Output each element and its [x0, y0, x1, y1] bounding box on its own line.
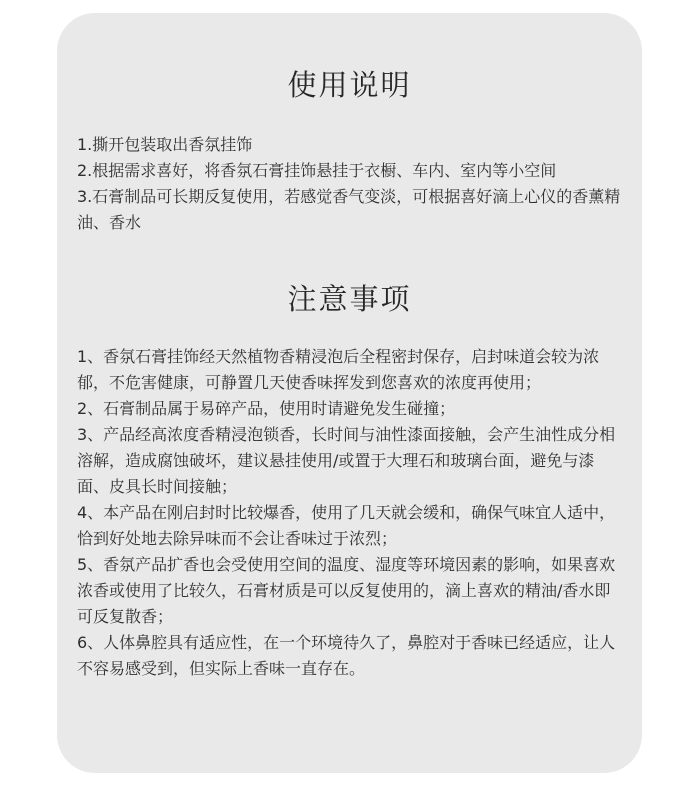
notes-item-2: 2、石膏制品属于易碎产品，使用时请避免发生碰撞； [77, 399, 456, 418]
notes-item-3: 3、产品经高浓度香精浸泡锁香，长时间与油性漆面接触，会产生油性成分相溶解，造成腐蚀破坏，建议悬挂使用/或置于大理石和玻璃台面，避免与漆面、皮具长时间接触； [77, 425, 616, 496]
instructions-card [57, 13, 642, 773]
notes-list [77, 344, 624, 682]
notes-item-5: 5、香氛产品扩香也会受使用空间的温度、湿度等环境因素的影响，如果喜欢浓香或使用了比较久，石膏材质是可以反复使用的，滴上喜欢的精油/香水即可反复散香； [77, 555, 616, 626]
notes-item-6: 6、人体鼻腔具有适应性，在一个环境待久了，鼻腔对于香味已经适应，让人不容易感受到，但实际上香味一直存在。 [77, 633, 616, 678]
usage-title: 使用说明 [287, 68, 412, 102]
notes-item-1: 1、香氛石膏挂饰经天然植物香精浸泡后全程密封保存，启封味道会较为浓郁，不危害健康，可静置几天使香味挥发到您喜欢的浓度再使用； [77, 347, 600, 392]
notes-item-4: 4、本产品在刚启封时比较爆香，使用了几天就会缓和，确保气味宜人适中，恰到好处地去除异味而不会让香味过于浓烈； [77, 503, 616, 548]
usage-item-3: 3.石膏制品可长期反复使用，若感觉香气变淡，可根据喜好滴上心仪的香薰精油、香水 [77, 187, 621, 232]
usage-item-1: 1.撕开包装取出香氛挂饰 [77, 135, 253, 154]
usage-item-2: 2.根据需求喜好，将香氛石膏挂饰悬挂于衣橱、车内、室内等小空间 [77, 161, 557, 180]
notes-title: 注意事项 [287, 282, 412, 316]
usage-list [77, 132, 624, 236]
